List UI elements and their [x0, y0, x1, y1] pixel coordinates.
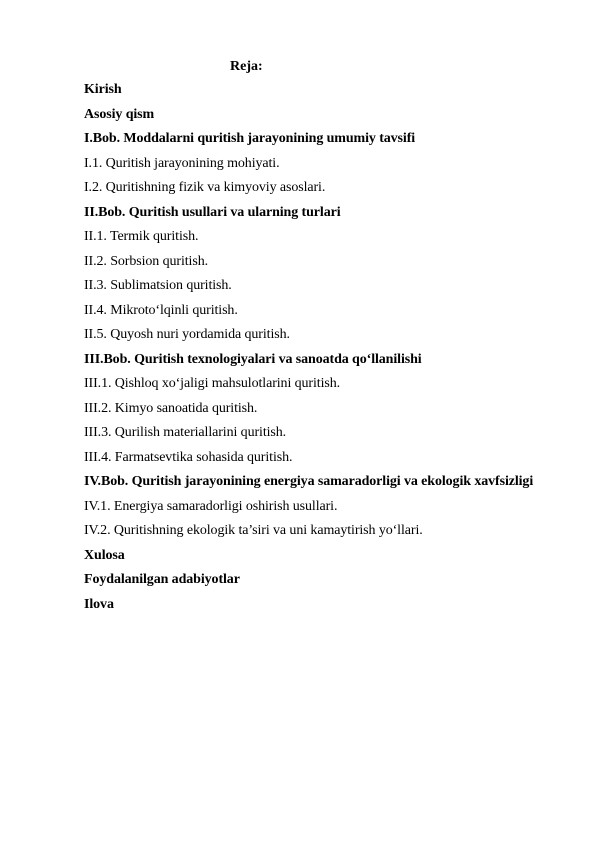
table-of-contents: [84, 81, 584, 620]
toc-section-heading: Xulosa: [84, 547, 125, 563]
toc-section-heading: I.Bob. Moddalarni quritish jarayonining umumiy tavsifi: [84, 131, 416, 146]
toc-subsection-item: II.2. Sorbsion quritish.: [84, 253, 208, 269]
toc-section-heading: IV.Bob. Quritish jarayonining energiya samaradorligi va ekologik xavfsizligi: [84, 474, 534, 489]
toc-subsection-item: II.1. Termik quritish.: [84, 229, 199, 244]
toc-section-heading: Foydalanilgan adabiyotlar: [84, 572, 240, 587]
toc-subsection-item: III.2. Kimyo sanoatida quritish.: [84, 400, 258, 416]
toc-subsection-item: II.5. Quyosh nuri yordamida quritish.: [84, 327, 290, 342]
toc-subsection-item: I.2. Quritishning fizik va kimyoviy asoslari.: [84, 180, 326, 195]
toc-subsection-item: II.4. Mikroto‘lqinli quritish.: [84, 302, 238, 318]
toc-subsection-item: III.4. Farmatsevtika sohasida quritish.: [84, 449, 293, 465]
toc-subsection-item: I.1. Quritish jarayonining mohiyati.: [84, 155, 280, 171]
toc-section-heading: II.Bob. Quritish usullari va ularning turlari: [84, 204, 341, 220]
toc-section-heading: Ilova: [84, 596, 114, 612]
plan-heading: Reja:: [230, 59, 263, 74]
toc-subsection-item: IV.1. Energiya samaradorligi oshirish usullari.: [84, 498, 338, 514]
toc-subsection-item: III.3. Qurilish materiallarini quritish.: [84, 425, 287, 440]
toc-section-heading: III.Bob. Quritish texnologiyalari va sanoatda qo‘llanilishi: [84, 351, 422, 367]
toc-section-heading: Kirish: [84, 82, 122, 97]
toc-section-heading: Asosiy qism: [84, 106, 155, 122]
toc-subsection-item: IV.2. Quritishning ekologik ta’siri va uni kamaytirish yo‘llari.: [84, 523, 423, 538]
toc-subsection-item: III.1. Qishloq xo‘jaligi mahsulotlarini quritish.: [84, 376, 341, 391]
toc-subsection-item: II.3. Sublimatsion quritish.: [84, 278, 232, 293]
